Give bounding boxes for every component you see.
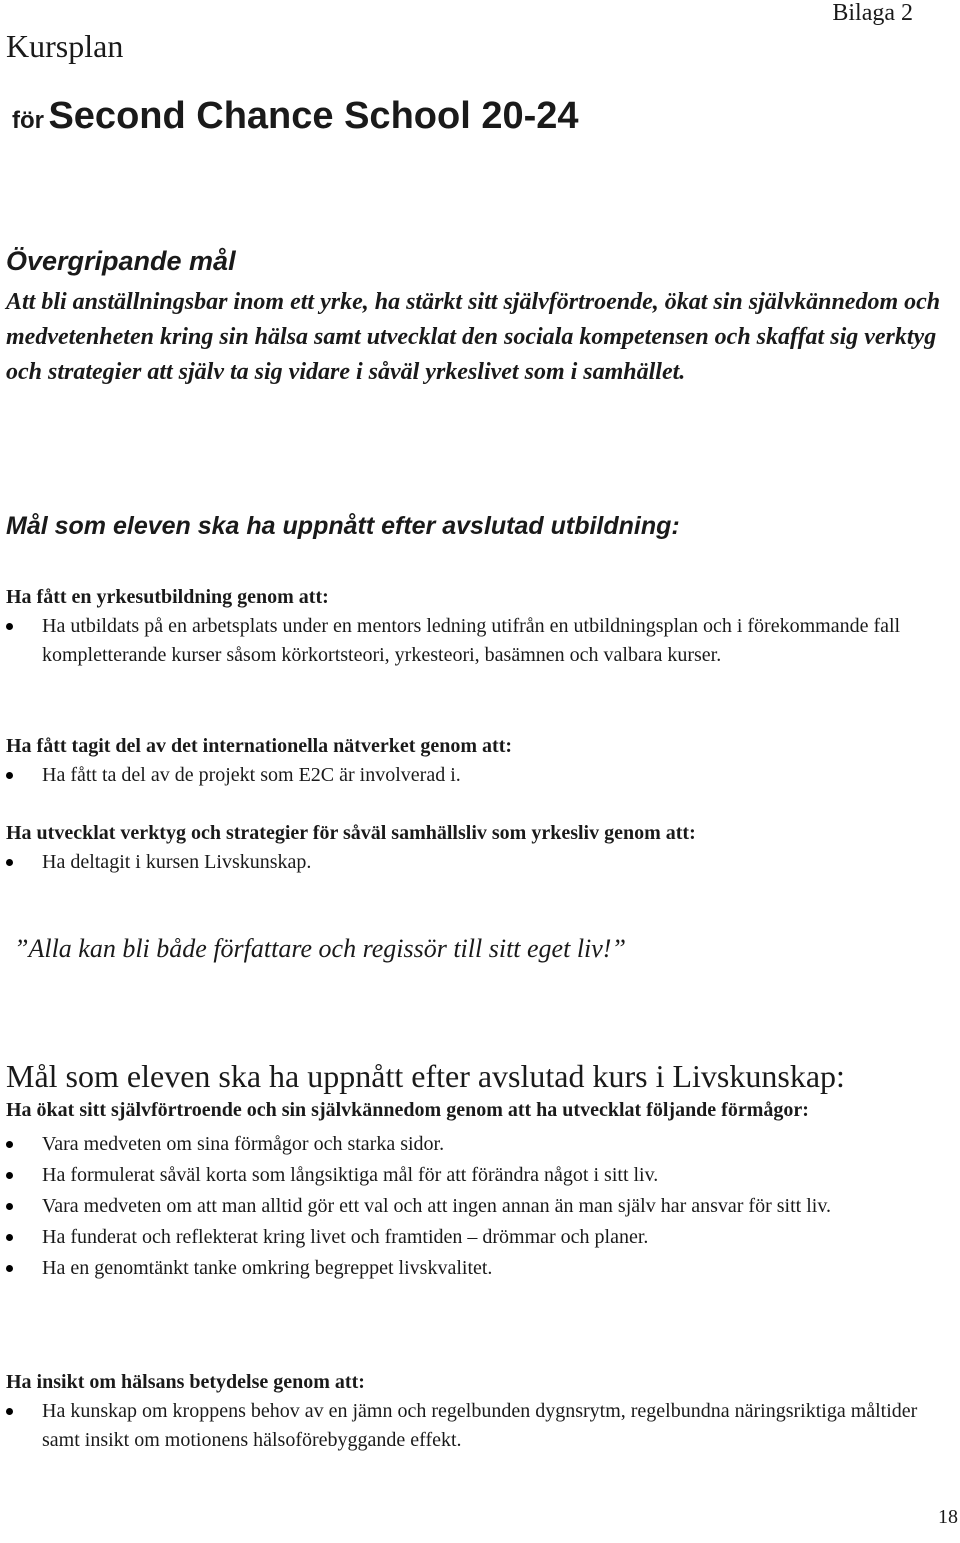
- overall-goals-heading: Övergripande mål: [6, 246, 236, 276]
- bullet-list: [6, 1397, 951, 1455]
- life-skills-section-confidence: [6, 1096, 951, 1285]
- bullet-icon: [6, 859, 13, 866]
- list-item: [6, 1130, 951, 1159]
- bullet-icon: [6, 1141, 13, 1148]
- list-item-text: Ha utbildats på en arbetsplats under en mentors ledning utifrån en utbildningsplan och i förekommande fall kompletterande kurser såsom körkortsteori, yrkesteori, basämnen och valbara kurser.: [42, 615, 901, 666]
- list-item-text: Ha en genomtänkt tanke omkring begreppet livskvalitet.: [42, 1257, 493, 1279]
- subtitle-main: Second Chance School 20-24: [48, 95, 579, 137]
- list-item: [6, 1223, 951, 1252]
- list-item: [6, 1254, 951, 1283]
- bullet-icon: [6, 1408, 13, 1415]
- bullet-list: [6, 612, 951, 670]
- overall-goals-text: Att bli anställningsbar inom ett yrke, ha stärkt sitt självförtroende, ökat sin självkännedom och medvetenheten kring sin hälsa samt utvecklat den sociala kompetensen och skaffat sig verktyg och strategier att själv ta sig vidare i såväl yrkeslivet som i samhället.: [6, 289, 941, 385]
- bullet-icon: [6, 1203, 13, 1210]
- subtitle-prefix: för: [12, 107, 44, 134]
- list-item: [6, 612, 951, 670]
- list-item: [6, 1397, 951, 1455]
- bullet-list: [6, 761, 951, 790]
- bullet-icon: [6, 623, 13, 630]
- goal-section-network: [6, 732, 951, 790]
- goal-section-strategies: [6, 819, 951, 877]
- bullet-icon: [6, 1265, 13, 1272]
- document-subtitle: [12, 95, 579, 138]
- list-item-text: Vara medveten om att man alltid gör ett val och att ingen annan än man själv har ansvar för sitt liv.: [42, 1195, 832, 1217]
- bullet-icon: [6, 1172, 13, 1179]
- list-item-text: Ha formulerat såväl korta som långsiktiga mål för att förändra något i sitt liv.: [42, 1164, 659, 1186]
- list-item: [6, 761, 951, 790]
- education-goals-heading: Mål som eleven ska ha uppnått efter avslutad utbildning:: [6, 512, 680, 540]
- bullet-list: [6, 848, 951, 877]
- list-item: [6, 848, 951, 877]
- life-skills-section-health: [6, 1368, 951, 1455]
- section-title: Ha fått en yrkesutbildning genom att:: [6, 586, 329, 608]
- page-number: 18: [938, 1506, 958, 1528]
- bullet-icon: [6, 1234, 13, 1241]
- appendix-label: Bilaga 2: [832, 0, 913, 26]
- section-title: Ha utvecklat verktyg och strategier för såväl samhällsliv som yrkesliv genom att:: [6, 822, 696, 844]
- bullet-list: [6, 1130, 951, 1283]
- section-title: Ha ökat sitt självförtroende och sin självkännedom genom att ha utvecklat följande förmågor:: [6, 1099, 809, 1121]
- life-skills-heading: Mål som eleven ska ha uppnått efter avslutad kurs i Livskunskap:: [6, 1058, 845, 1094]
- list-item: [6, 1192, 951, 1221]
- document-title: Kursplan: [6, 28, 124, 64]
- quote: ”Alla kan bli både författare och regissör till sitt eget liv!”: [14, 934, 626, 963]
- list-item-text: Ha fått ta del av de projekt som E2C är involverad i.: [42, 764, 461, 786]
- list-item: [6, 1161, 951, 1190]
- section-title: Ha insikt om hälsans betydelse genom att:: [6, 1371, 365, 1393]
- section-title: Ha fått tagit del av det internationella nätverket genom att:: [6, 735, 513, 757]
- bullet-icon: [6, 772, 13, 779]
- list-item-text: Ha funderat och reflekterat kring livet och framtiden – drömmar och planer.: [42, 1226, 649, 1248]
- list-item-text: Ha kunskap om kroppens behov av en jämn och regelbunden dygnsrytm, regelbundna näringsriktiga måltider samt insikt om motionens hälsoförebyggande effekt.: [42, 1400, 918, 1451]
- goal-section-vocational: [6, 583, 951, 670]
- list-item-text: Ha deltagit i kursen Livskunskap.: [42, 851, 312, 873]
- list-item-text: Vara medveten om sina förmågor och starka sidor.: [42, 1133, 445, 1155]
